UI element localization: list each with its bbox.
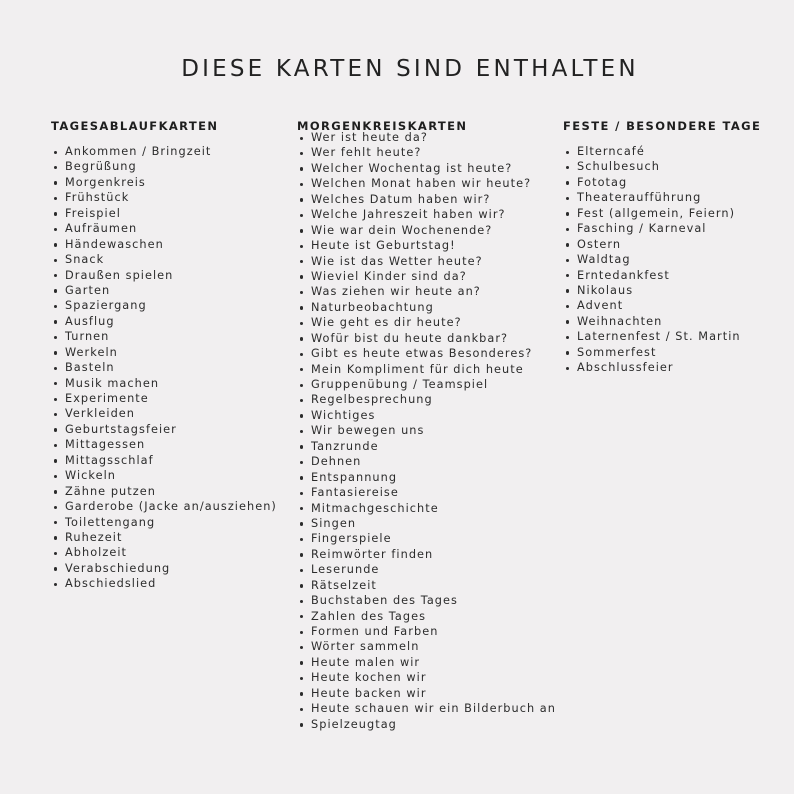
list-item: Ankommen / Bringzeit: [51, 144, 277, 159]
list-item: Weihnachten: [563, 314, 761, 329]
column-morgenkreiskarten: [297, 118, 556, 732]
list-item: Wer fehlt heute?: [297, 145, 556, 160]
list-item: Heute malen wir: [297, 655, 556, 670]
list-item: Morgenkreis: [51, 175, 277, 190]
list-item: Zahlen des Tages: [297, 609, 556, 624]
list-item: Naturbeobachtung: [297, 300, 556, 315]
list-item: Draußen spielen: [51, 268, 277, 283]
list-item: Wie geht es dir heute?: [297, 315, 556, 330]
list-item: Toilettengang: [51, 515, 277, 530]
list-item: Was ziehen wir heute an?: [297, 284, 556, 299]
list-item: Wofür bist du heute dankbar?: [297, 331, 556, 346]
list-item: Ostern: [563, 237, 761, 252]
list-item: Garten: [51, 283, 277, 298]
list-item: Heute ist Geburtstag!: [297, 238, 556, 253]
list-item: Sommerfest: [563, 345, 761, 360]
column-tagesablaufkarten: [51, 118, 277, 592]
list-item: Regelbesprechung: [297, 392, 556, 407]
list-item: Leserunde: [297, 562, 556, 577]
list-item: Advent: [563, 298, 761, 313]
list-item: Welchen Monat haben wir heute?: [297, 176, 556, 191]
column-heading: TAGESABLAUFKARTEN: [51, 119, 219, 133]
list-item: Welche Jahreszeit haben wir?: [297, 207, 556, 222]
list-item: Heute schauen wir ein Bilderbuch an: [297, 701, 556, 716]
list-item: Wichtiges: [297, 408, 556, 423]
list-item: Dehnen: [297, 454, 556, 469]
list-item: Spaziergang: [51, 298, 277, 313]
list-item: Verabschiedung: [51, 561, 277, 576]
list-item: Rätselzeit: [297, 578, 556, 593]
list-item: Fasching / Karneval: [563, 221, 761, 236]
list-item: Mittagessen: [51, 437, 277, 452]
list-item: Zähne putzen: [51, 484, 277, 499]
list-item: Musik machen: [51, 376, 277, 391]
card-list: [51, 144, 277, 592]
list-item: Gruppenübung / Teamspiel: [297, 377, 556, 392]
list-item: Gibt es heute etwas Besonderes?: [297, 346, 556, 361]
list-item: Elterncafé: [563, 144, 761, 159]
list-item: Entspannung: [297, 470, 556, 485]
list-item: Wie ist das Wetter heute?: [297, 254, 556, 269]
list-item: Singen: [297, 516, 556, 531]
list-item: Schulbesuch: [563, 159, 761, 174]
card-list: [563, 144, 761, 376]
column-heading: MORGENKREISKARTEN: [297, 119, 468, 133]
list-item: Spielzeugtag: [297, 717, 556, 732]
list-item: Wörter sammeln: [297, 639, 556, 654]
list-item: Mitmachgeschichte: [297, 501, 556, 516]
list-item: Wer ist heute da?: [297, 130, 556, 145]
list-item: Abholzeit: [51, 545, 277, 560]
list-item: Fest (allgemein, Feiern): [563, 206, 761, 221]
list-item: Theateraufführung: [563, 190, 761, 205]
list-item: Geburtstagsfeier: [51, 422, 277, 437]
list-item: Waldtag: [563, 252, 761, 267]
list-item: Snack: [51, 252, 277, 267]
list-item: Händewaschen: [51, 237, 277, 252]
list-item: Buchstaben des Tages: [297, 593, 556, 608]
list-item: Welches Datum haben wir?: [297, 192, 556, 207]
list-item: Erntedankfest: [563, 268, 761, 283]
list-item: Ausflug: [51, 314, 277, 329]
list-item: Aufräumen: [51, 221, 277, 236]
column-feste-besondere-tage: [563, 118, 761, 376]
card-list: [297, 130, 556, 732]
list-item: Ruhezeit: [51, 530, 277, 545]
column-heading: FESTE / BESONDERE TAGE: [563, 119, 762, 133]
list-item: Heute backen wir: [297, 686, 556, 701]
list-item: Frühstück: [51, 190, 277, 205]
list-item: Abschlussfeier: [563, 360, 761, 375]
list-item: Experimente: [51, 391, 277, 406]
list-item: Wickeln: [51, 468, 277, 483]
list-item: Formen und Farben: [297, 624, 556, 639]
list-item: Wie war dein Wochenende?: [297, 223, 556, 238]
page-title: DIESE KARTEN SIND ENTHALTEN: [181, 56, 639, 82]
list-item: Mein Kompliment für dich heute: [297, 362, 556, 377]
list-item: Fototag: [563, 175, 761, 190]
list-item: Turnen: [51, 329, 277, 344]
list-item: Heute kochen wir: [297, 670, 556, 685]
list-item: Freispiel: [51, 206, 277, 221]
list-item: Wir bewegen uns: [297, 423, 556, 438]
list-item: Verkleiden: [51, 406, 277, 421]
list-item: Tanzrunde: [297, 439, 556, 454]
list-item: Reimwörter finden: [297, 547, 556, 562]
list-item: Garderobe (Jacke an/ausziehen): [51, 499, 277, 514]
list-item: Abschiedslied: [51, 576, 277, 591]
list-item: Werkeln: [51, 345, 277, 360]
list-item: Fingerspiele: [297, 531, 556, 546]
list-item: Fantasiereise: [297, 485, 556, 500]
list-item: Laternenfest / St. Martin: [563, 329, 761, 344]
list-item: Begrüßung: [51, 159, 277, 174]
list-item: Mittagsschlaf: [51, 453, 277, 468]
list-item: Basteln: [51, 360, 277, 375]
list-item: Nikolaus: [563, 283, 761, 298]
list-item: Welcher Wochentag ist heute?: [297, 161, 556, 176]
list-item: Wieviel Kinder sind da?: [297, 269, 556, 284]
